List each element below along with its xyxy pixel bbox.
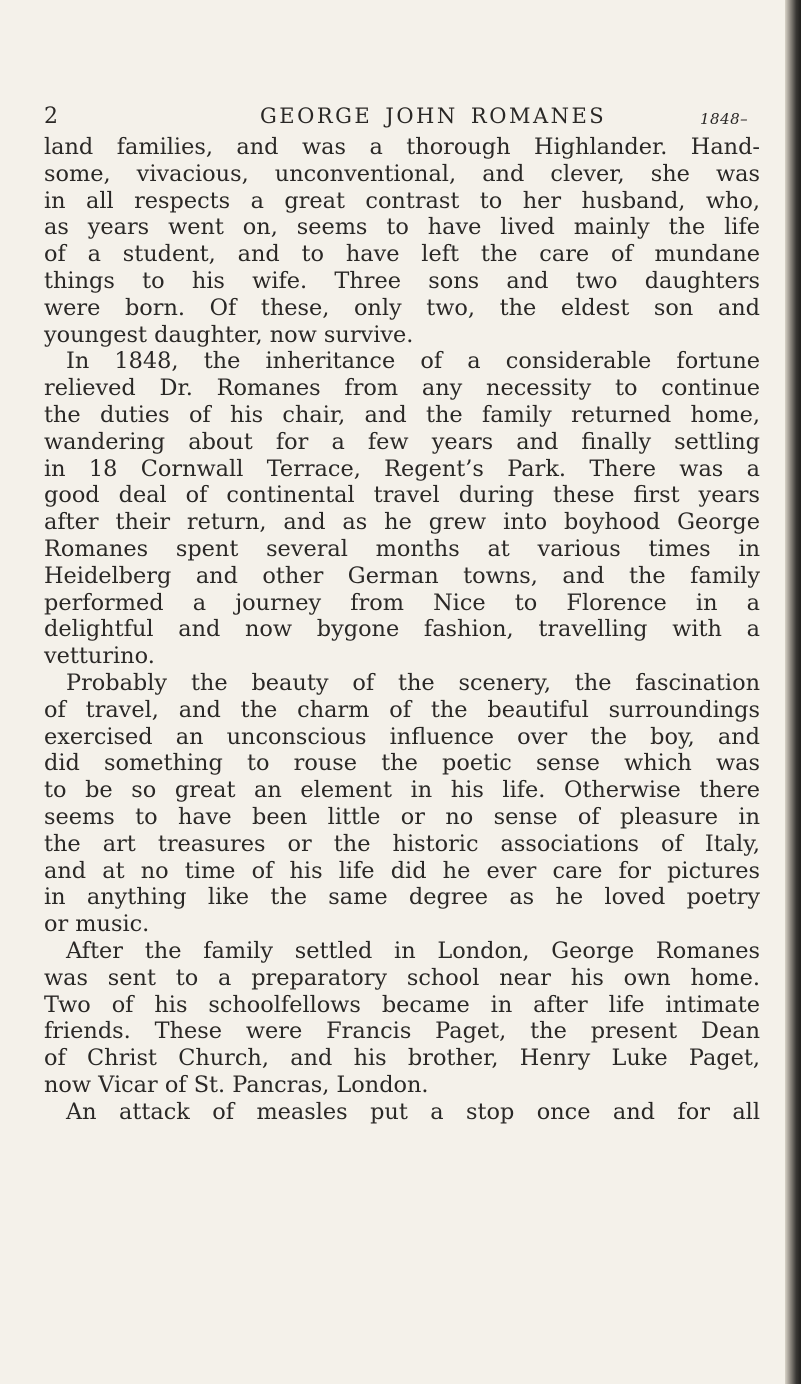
text-line: of travel, and the charm of the beautiful surroundings — [44, 696, 760, 723]
paragraph-start-line: Probably the beauty of the scenery, the fascination — [66, 669, 760, 696]
text-line: performed a journey from Nice to Florence in a — [44, 589, 760, 616]
text-line: in anything like the same degree as he loved poetry — [44, 884, 760, 911]
page-binding-edge — [785, 0, 801, 1384]
running-title: GEORGE JOHN ROMANES — [260, 104, 607, 128]
text-line: to be so great an element in his life. Otherwise there — [44, 777, 760, 804]
text-line: things to his wife. Three sons and two daughters — [44, 267, 760, 294]
text-line: as years went on, seems to have lived mainly the life — [44, 214, 760, 241]
text-line: was sent to a preparatory school near his own home. — [44, 964, 760, 991]
text-line: vetturino. — [44, 643, 155, 670]
text-line: or music. — [44, 911, 150, 938]
text-line: in all respects a great contrast to her husband, who, — [44, 187, 760, 214]
text-line: now Vicar of St. Pancras, London. — [44, 1071, 429, 1098]
text-line: did something to rouse the poetic sense which was — [44, 750, 760, 777]
text-line: seems to have been little or no sense of pleasure in — [44, 803, 760, 830]
text-line: of Christ Church, and his brother, Henry Luke Paget, — [44, 1045, 760, 1072]
text-line: in 18 Cornwall Terrace, Regent’s Park. There was a — [44, 455, 760, 482]
text-line: delightful and now bygone fashion, travelling with a — [44, 616, 760, 643]
text-line: the duties of his chair, and the family returned home, — [44, 401, 760, 428]
paragraph-start-line: An attack of measles put a stop once and for all — [66, 1098, 760, 1125]
year-marker: 1848– — [700, 110, 749, 128]
running-head — [44, 104, 760, 134]
text-line: youngest daughter, now survive. — [44, 321, 414, 348]
text-line: the art treasures or the historic associations of Italy, — [44, 830, 760, 857]
text-line: were born. Of these, only two, the eldest son and — [44, 294, 760, 321]
text-line: friends. These were Francis Paget, the present Dean — [44, 1018, 760, 1045]
text-line: some, vivacious, unconventional, and clever, she was — [44, 160, 760, 187]
text-line: of a student, and to have left the care of mundane — [44, 241, 760, 268]
text-line: Heidelberg and other German towns, and the family — [44, 562, 760, 589]
text-line: wandering about for a few years and finally settling — [44, 428, 760, 455]
text-line: Two of his schoolfellows became in after life intimate — [44, 991, 760, 1018]
text-line: land families, and was a thorough Highlander. Hand- — [44, 134, 760, 160]
text-line: exercised an unconscious influence over the boy, and — [44, 723, 760, 750]
paragraph-start-line: In 1848, the inheritance of a considerable fortune — [66, 348, 760, 375]
page-number: 2 — [44, 104, 59, 129]
body-text — [44, 134, 760, 1125]
text-line: after their return, and as he grew into boyhood George — [44, 509, 760, 536]
text-line: and at no time of his life did he ever care for pictures — [44, 857, 760, 884]
text-line: relieved Dr. Romanes from any necessity to continue — [44, 375, 760, 402]
text-line: good deal of continental travel during these first years — [44, 482, 760, 509]
text-line: Romanes spent several months at various times in — [44, 535, 760, 562]
paragraph-start-line: After the family settled in London, George Romanes — [66, 937, 760, 964]
